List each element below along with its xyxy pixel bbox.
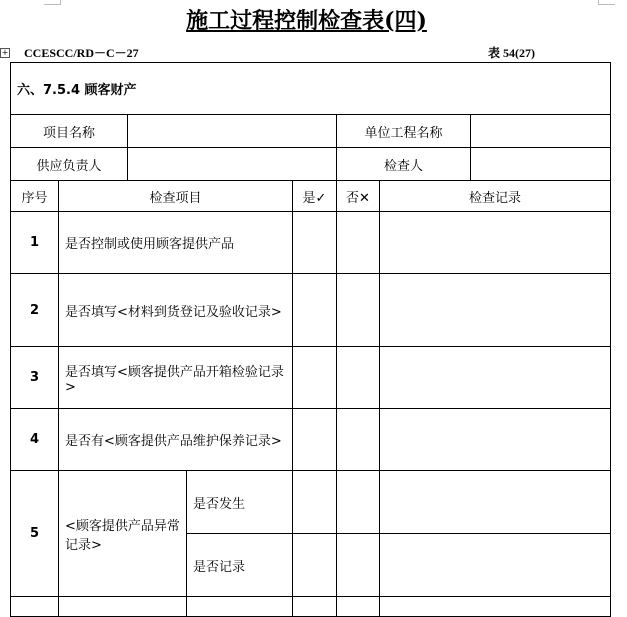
table-move-handle-icon[interactable]: + — [1, 48, 9, 57]
yes-cell[interactable] — [293, 212, 337, 274]
document-code: CCESCC/RD－C－27 — [24, 46, 139, 60]
yes-cell[interactable] — [293, 274, 337, 347]
table-row — [11, 471, 611, 534]
table-row — [11, 409, 611, 471]
row-seq: 1 — [11, 212, 59, 274]
no-cell[interactable] — [337, 534, 380, 597]
row-seq: 4 — [11, 409, 59, 471]
row-item: <顾客提供产品异常记录> — [59, 471, 187, 597]
supplier-field[interactable] — [128, 148, 337, 181]
table-row — [11, 597, 611, 617]
yes-cell[interactable] — [293, 347, 337, 409]
header-record: 检查记录 — [380, 181, 611, 212]
yes-cell[interactable] — [293, 409, 337, 471]
unit-project-label: 单位工程名称 — [337, 115, 471, 148]
unit-project-field[interactable] — [471, 115, 611, 148]
yes-cell[interactable] — [293, 471, 337, 534]
row-seq: 5 — [11, 471, 59, 597]
table-row — [11, 274, 611, 347]
table-row — [11, 347, 611, 409]
record-cell[interactable] — [380, 471, 611, 534]
row-item: 是否填写<材料到货登记及验收记录> — [59, 274, 293, 347]
row-item: 是否有<顾客提供产品维护保养记录> — [59, 409, 293, 471]
record-cell[interactable] — [380, 274, 611, 347]
project-name-label: 项目名称 — [11, 115, 128, 148]
table-number: 表 54(27) — [488, 46, 535, 60]
sub-item: 是否发生 — [187, 471, 293, 534]
record-cell[interactable] — [380, 347, 611, 409]
no-cell[interactable] — [337, 347, 380, 409]
header-yes: 是✓ — [293, 181, 337, 212]
table-row — [11, 212, 611, 274]
project-name-field[interactable] — [128, 115, 337, 148]
no-cell[interactable] — [337, 471, 380, 534]
record-cell[interactable] — [380, 409, 611, 471]
inspector-field[interactable] — [471, 148, 611, 181]
supplier-label: 供应负责人 — [11, 148, 128, 181]
header-no: 否✕ — [337, 181, 380, 212]
header-seq: 序号 — [11, 181, 59, 212]
section-heading: 六、7.5.4 顾客财产 — [11, 63, 611, 115]
no-cell[interactable] — [337, 212, 380, 274]
inspector-label: 检查人 — [337, 148, 471, 181]
record-cell[interactable] — [380, 534, 611, 597]
no-cell[interactable] — [337, 274, 380, 347]
inspection-table — [10, 62, 611, 617]
row-seq: 2 — [11, 274, 59, 347]
record-cell[interactable] — [380, 212, 611, 274]
row-item: 是否控制或使用顾客提供产品 — [59, 212, 293, 274]
row-seq: 3 — [11, 347, 59, 409]
row-item: 是否填写<顾客提供产品开箱检验记录> — [59, 347, 293, 409]
no-cell[interactable] — [337, 409, 380, 471]
page-title: 施工过程控制检查表(四) — [186, 8, 427, 34]
header-item: 检查项目 — [59, 181, 293, 212]
yes-cell[interactable] — [293, 534, 337, 597]
sub-item: 是否记录 — [187, 534, 293, 597]
